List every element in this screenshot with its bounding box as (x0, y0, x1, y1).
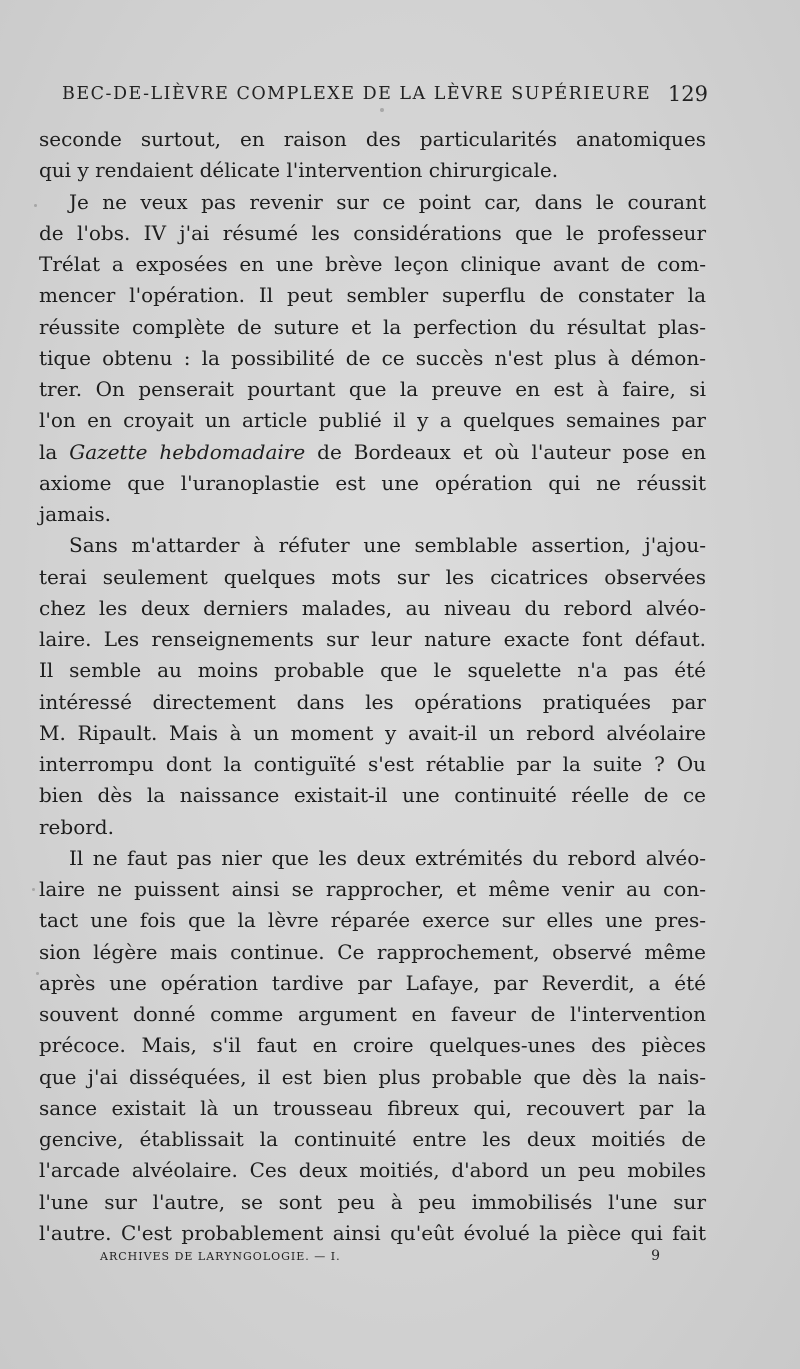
paragraph-first-line: Sans m'attarder à réfuter une semblable assertion, j'ajou- (69, 533, 706, 558)
text-line: sance existait là un trousseau fibreux qui, recouvert par la (39, 1095, 706, 1120)
running-title: BEC-DE-LIÈVRE COMPLEXE DE LA LÈVRE SUPÉRIEURE (62, 84, 652, 104)
paragraph-first-line: Je ne veux pas revenir sur ce point car, dans le courant (69, 189, 706, 214)
text-line: l'une sur l'autre, se sont peu à peu immobilisés l'une sur (39, 1189, 706, 1214)
scan-speck (32, 888, 35, 891)
running-head (62, 84, 708, 114)
text-line: intéressé directement dans les opérations pratiquées par (39, 689, 706, 714)
text-line: Il semble au moins probable que le squelette n'a pas été (39, 658, 706, 683)
text-line: chez les deux derniers malades, au niveau du rebord alvéo- (39, 595, 706, 620)
text-line: après une opération tardive par Lafaye, par Reverdit, a été (39, 970, 706, 995)
text-line: laire. Les renseignements sur leur nature exacte font défaut. (39, 627, 706, 651)
text-line: rebord. (39, 814, 114, 839)
text-line: trer. On penserait pourtant que la preuve en est à faire, si (39, 377, 706, 401)
page-number: 129 (667, 82, 708, 106)
text-body (39, 124, 706, 1249)
signature-mark: 9 (651, 1248, 660, 1264)
text-line: terai seulement quelques mots sur les cicatrices observées (39, 564, 706, 589)
text-line: qui y rendaient délicate l'intervention chirurgicale. (39, 158, 559, 183)
text-line: tique obtenu : la possibilité de ce succès n'est plus à démon- (39, 345, 706, 370)
text-line: Trélat a exposées en une brève leçon clinique avant de com- (39, 252, 706, 276)
text-line: précoce. Mais, s'il faut en croire quelques-unes des pièces (39, 1033, 706, 1058)
text-line: axiome que l'uranoplastie est une opération qui ne réussit (39, 470, 706, 495)
text-line-with-italic-title: la Gazette hebdomadaire de Bordeaux et où l'auteur pose en (39, 439, 707, 464)
text-line: jamais. (39, 502, 112, 526)
text-line: gencive, établissait la continuité entre les deux moitiés de (39, 1127, 706, 1151)
text-line: de l'obs. IV j'ai résumé les considérations que le professeur (39, 220, 706, 245)
footer-journal-title: ARCHIVES DE LARYNGOLOGIE. — I. (100, 1250, 341, 1263)
text-line: seconde surtout, en raison des particularités anatomiques (39, 127, 706, 151)
text-line: sion légère mais continue. Ce rapprochement, observé même (39, 939, 706, 964)
text-line: l'on en croyait un article publié il y a quelques semaines par (39, 408, 706, 433)
page-footer (100, 1250, 660, 1274)
text-line: laire ne puissent ainsi se rapprocher, et même venir au con- (39, 877, 706, 901)
scan-speck (380, 108, 384, 112)
text-line: l'arcade alvéolaire. Ces deux moitiés, d'abord un peu mobiles (39, 1158, 706, 1183)
text-line: souvent donné comme argument en faveur de l'intervention (39, 1002, 706, 1026)
text-line: que j'ai disséquées, il est bien plus probable que dès la nais- (39, 1064, 706, 1089)
paragraph-first-line: Il ne faut pas nier que les deux extrémités du rebord alvéo- (69, 845, 706, 870)
text-line: tact une fois que la lèvre réparée exerce sur elles une pres- (39, 908, 706, 933)
scan-speck (34, 204, 37, 207)
journal-title-italic: Gazette hebdomadaire (69, 439, 306, 464)
text-line: mencer l'opération. Il peut sembler superflu de constater la (39, 283, 706, 308)
scan-speck (36, 972, 39, 975)
text-line: réussite complète de suture et la perfection du résultat plas- (39, 314, 706, 339)
text-line: l'autre. C'est probablement ainsi qu'eût évolué la pièce qui fait (39, 1220, 706, 1245)
text-line: M. Ripault. Mais à un moment y avait-il un rebord alvéolaire (39, 720, 706, 745)
text-line: interrompu dont la contiguïté s'est rétablie par la suite ? Ou (39, 752, 706, 776)
text-line: bien dès la naissance existait-il une continuité réelle de ce (39, 783, 706, 808)
